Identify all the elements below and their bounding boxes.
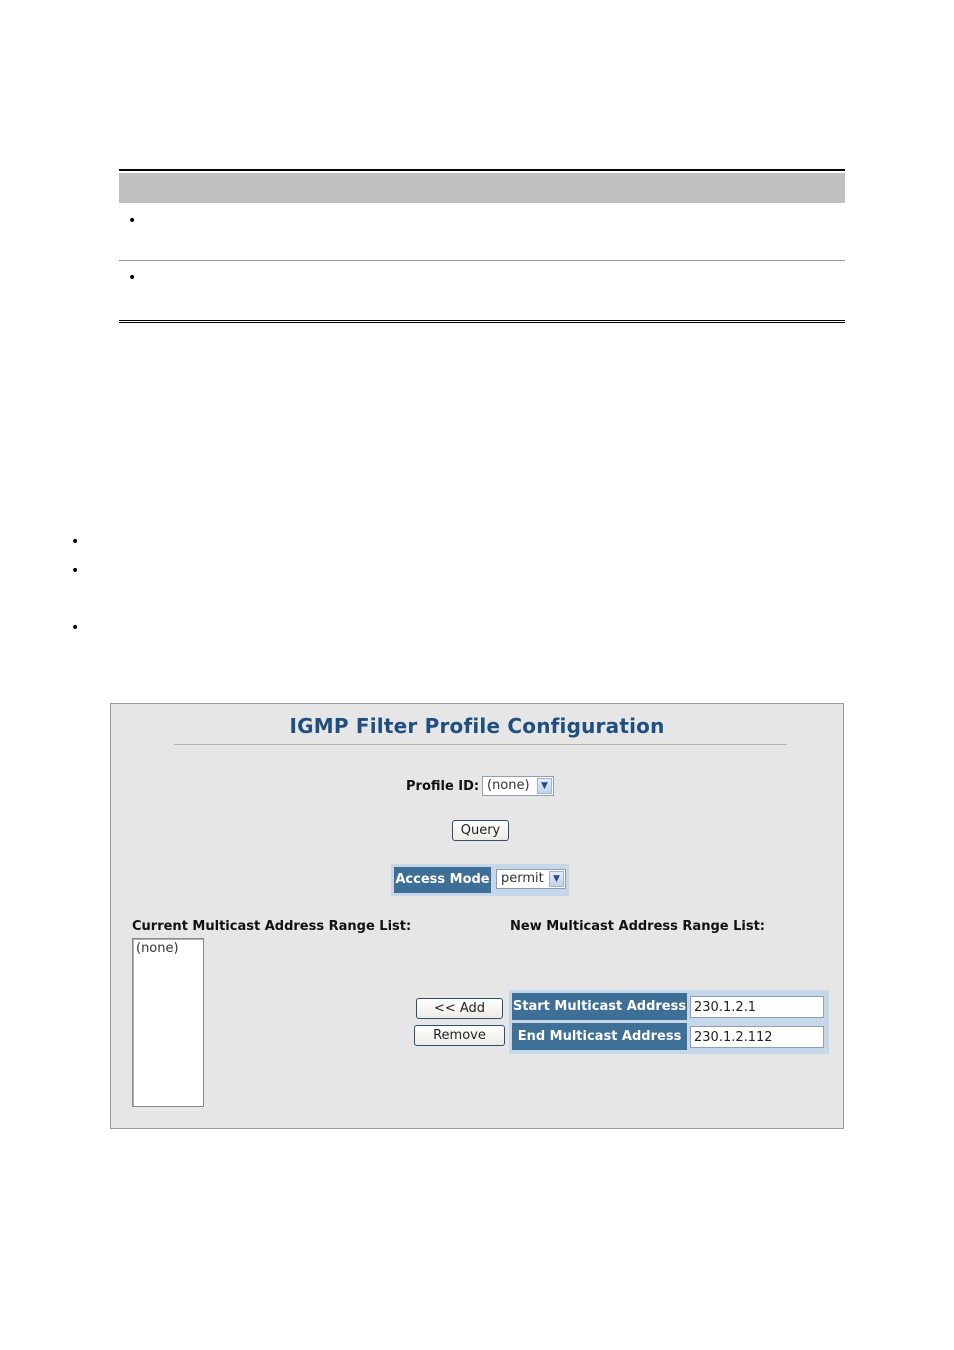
title-divider	[174, 744, 787, 745]
end-address-input[interactable]	[690, 1026, 824, 1048]
profile-id-value: (none)	[487, 778, 530, 793]
profile-id-select[interactable]	[482, 776, 554, 796]
new-list-label: New Multicast Address Range List:	[510, 919, 765, 934]
table-top-rule	[119, 169, 845, 171]
bullet-icon: •	[128, 213, 137, 229]
table-row	[119, 203, 845, 261]
panel-title: IGMP Filter Profile Configuration	[289, 714, 665, 738]
igmp-filter-panel	[110, 703, 844, 1129]
current-range-listbox[interactable]	[132, 938, 204, 1107]
chevron-down-icon[interactable]: ▼	[537, 778, 552, 794]
table-header	[119, 173, 845, 203]
address-range-frame	[509, 990, 829, 1054]
profile-id-label: Profile ID:	[406, 779, 480, 794]
table-bottom-rule	[119, 320, 845, 321]
bullet-icon: •	[128, 270, 137, 286]
table-row	[119, 261, 845, 318]
chevron-down-icon[interactable]: ▼	[549, 871, 564, 887]
add-button[interactable]: << Add	[416, 998, 503, 1019]
remove-button[interactable]: Remove	[414, 1025, 505, 1046]
bullet-icon: •	[71, 534, 80, 550]
access-mode-value: permit	[501, 871, 544, 886]
start-address-input[interactable]	[690, 996, 824, 1018]
table-bottom-rule	[119, 322, 845, 323]
access-mode-select[interactable]	[496, 869, 566, 889]
bullet-icon: •	[71, 563, 80, 579]
current-list-label: Current Multicast Address Range List:	[132, 919, 412, 934]
access-mode-label: Access Mode	[394, 867, 491, 893]
start-address-label: Start Multicast Address	[512, 993, 687, 1020]
bullet-icon: •	[71, 620, 80, 636]
document-table	[119, 169, 845, 323]
access-mode-frame	[391, 864, 569, 896]
end-address-label: End Multicast Address	[512, 1023, 687, 1050]
query-button[interactable]: Query	[452, 820, 509, 841]
list-item[interactable]: (none)	[136, 941, 179, 956]
